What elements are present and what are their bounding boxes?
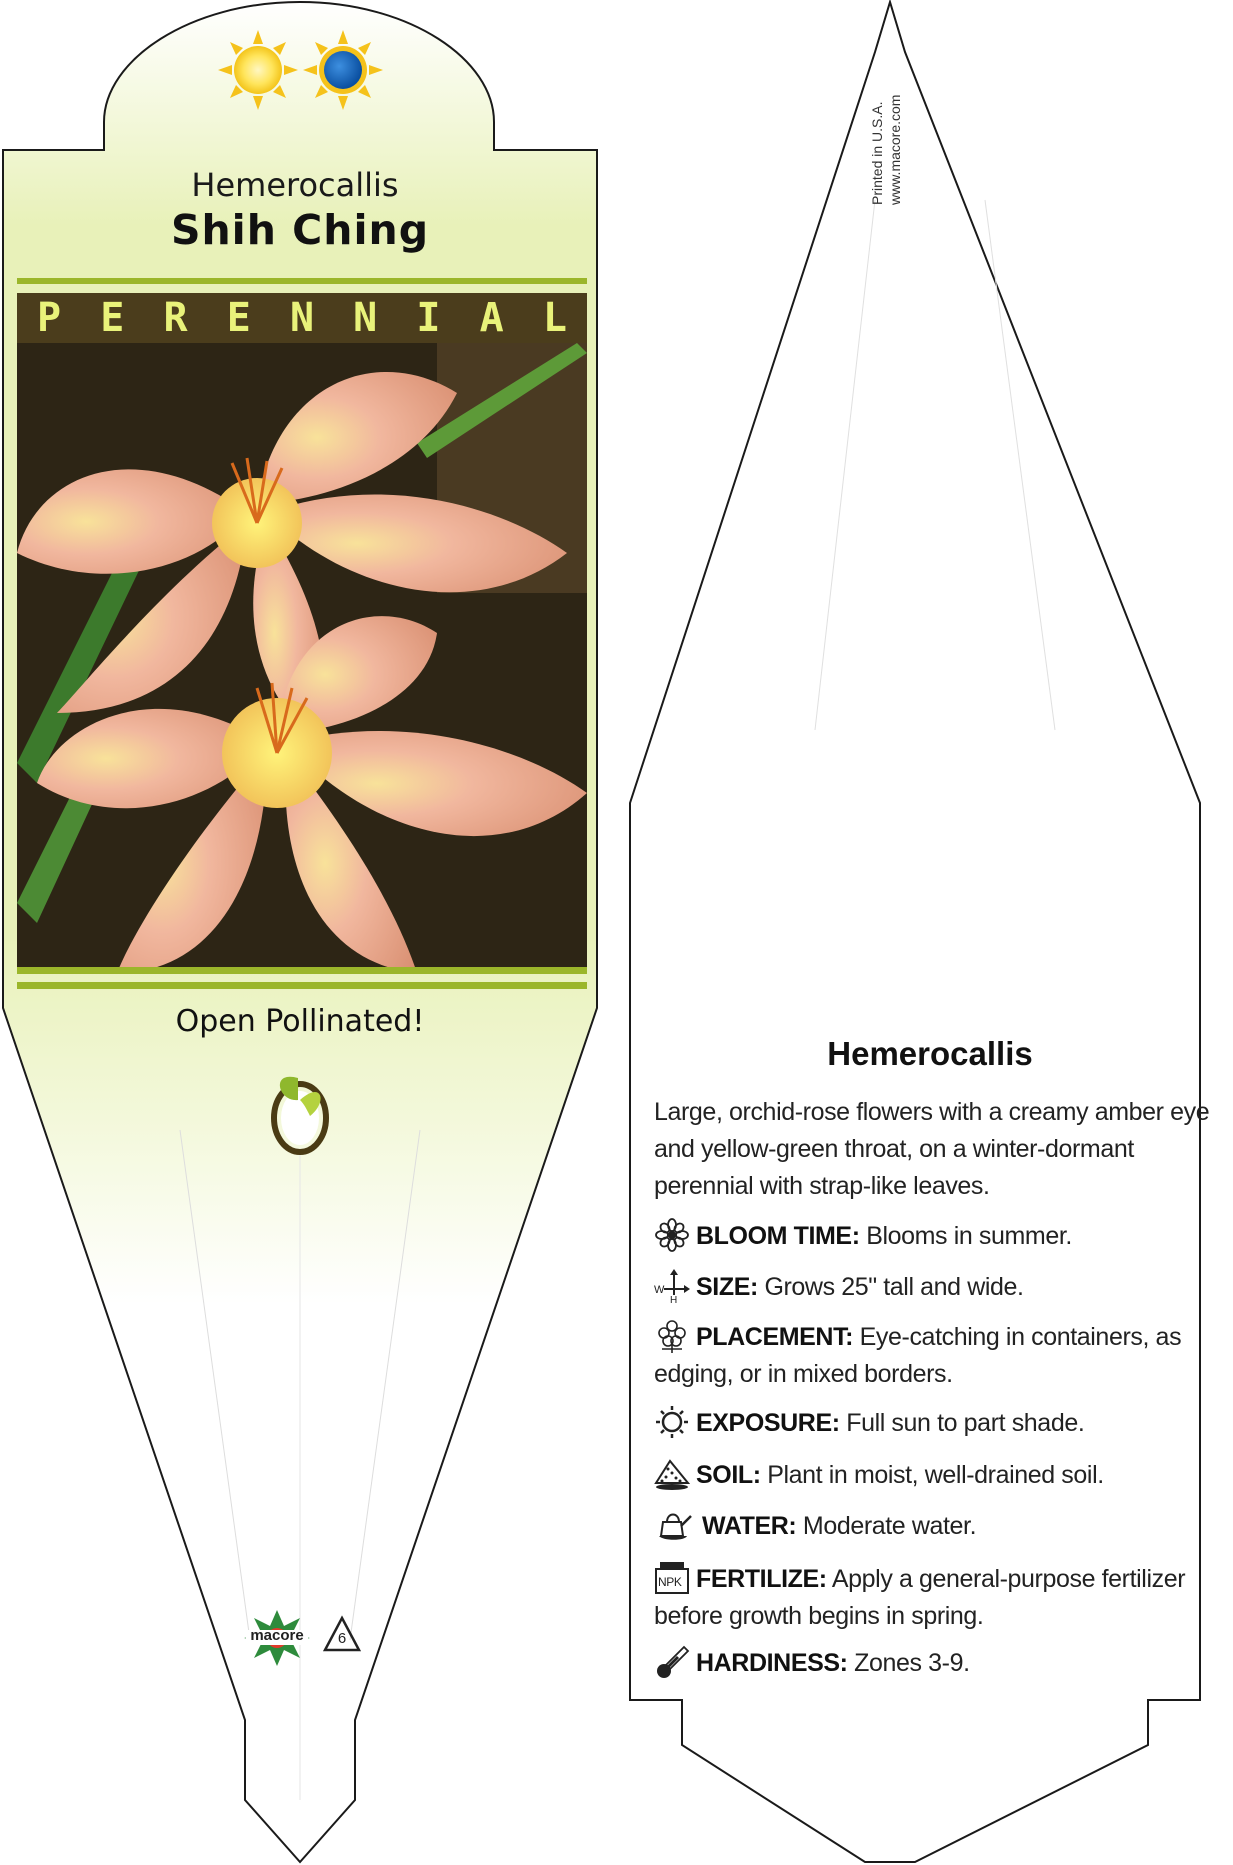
plant-icon [654,1319,690,1353]
full-sun-icon [218,30,298,110]
brand-name: macore [250,1627,304,1644]
bottom-rule-1 [17,967,587,974]
printed-in-text: Printed in U.S.A. [869,101,885,205]
recycle-number: 6 [337,1630,347,1647]
care-row-soil [654,1457,1224,1494]
care-label: WATER: [702,1512,797,1540]
care-text: Full sun to part shade. [846,1409,1085,1437]
flower-photo [17,343,587,967]
macore-logo [242,1608,312,1668]
front-cultivar: Shih Ching [170,206,430,254]
size-icon-w: W [654,1284,664,1296]
soil-icon [654,1457,690,1491]
top-rule [17,278,587,284]
flower-icon [654,1218,690,1252]
part-shade-icon [303,30,383,110]
npk-text: NPK [658,1575,682,1589]
category-letter: L [542,295,567,341]
care-label: EXPOSURE: [696,1409,840,1437]
care-text: Blooms in summer. [866,1222,1072,1250]
watering-can-icon [654,1508,696,1542]
front-tagline: Open Pollinated! [175,1004,425,1039]
care-text: Moderate water. [802,1512,977,1540]
care-row-size [654,1269,1224,1306]
category-letter: N [353,295,378,341]
printed-info [868,75,904,205]
category-letter: A [479,295,504,341]
care-row-hardiness [654,1645,1224,1682]
front-genus: Hemerocallis [191,166,399,204]
care-row-fertilize [654,1561,1224,1635]
bottom-rule-2 [17,982,587,989]
care-label: SIZE: [696,1273,758,1301]
fertilizer-icon [654,1561,690,1595]
care-label: SOIL: [696,1461,761,1489]
recycle-icon [322,1615,362,1655]
back-title: Hemerocallis [827,1035,1033,1072]
care-text: Grows 25" tall and wide. [764,1273,1024,1301]
care-row-bloom [654,1218,1224,1255]
category-banner-text [17,293,587,343]
category-letter: R [163,295,188,341]
care-label: FERTILIZE: [696,1565,827,1593]
care-label: PLACEMENT: [696,1323,854,1351]
category-letter: E [100,295,125,341]
care-label: HARDINESS: [696,1649,848,1677]
sun-icon [654,1405,690,1439]
care-text: Eye-catching in containers, as edging, or in mixed borders. [654,1323,1182,1388]
thermometer-icon [654,1645,690,1679]
care-text: Plant in moist, well-drained soil. [767,1461,1104,1489]
category-letter: N [289,295,315,341]
back-description: Large, orchid-rose flowers with a creamy amber eye and yellow-green throat, on a winter-dormant perennial with strap-like leaves. [654,1098,1210,1200]
category-letter: E [226,295,251,341]
website-text: www.macore.com [887,94,903,205]
care-label: BLOOM TIME: [696,1222,860,1250]
care-text: Apply a general-purpose fertilizer before growth begins in spring. [654,1565,1186,1630]
care-row-water [654,1508,1224,1545]
care-row-exposure [654,1405,1224,1442]
category-letter: P [37,295,62,341]
size-icon-h: H [670,1295,677,1303]
size-icon [654,1269,690,1303]
care-text: Zones 3-9. [854,1649,970,1677]
category-letter: I [416,295,441,341]
care-row-placement [654,1319,1224,1393]
